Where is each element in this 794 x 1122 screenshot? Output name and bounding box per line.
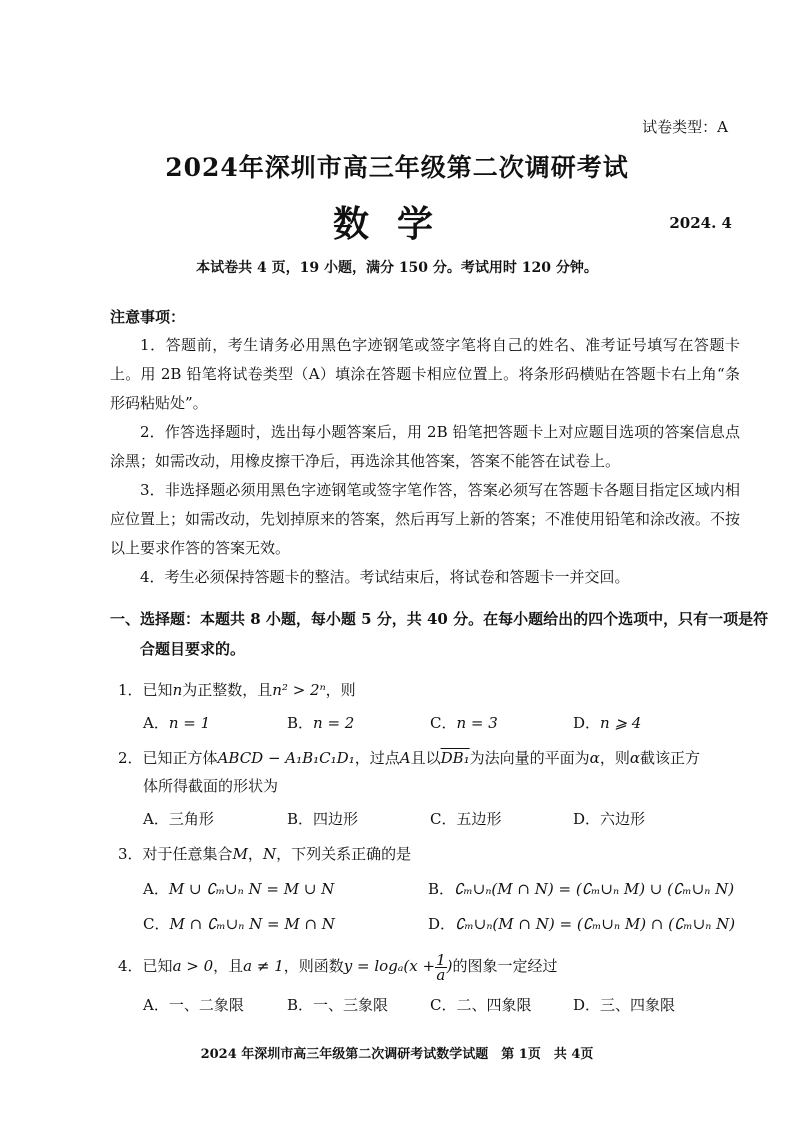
option-text: ∁ₘ∪ₙ(M ∩ N) = (∁ₘ∪ₙ M) ∪ (∁ₘ∪ₙ N) (454, 880, 735, 898)
math-expr: y = logₐ(x + (343, 957, 436, 975)
math-expr: a > 0 (172, 957, 214, 975)
option-text: n = 3 (456, 714, 498, 732)
question-2 (118, 744, 700, 772)
option-2b: B．四边形 (287, 810, 359, 828)
question-text: ，且 (213, 957, 244, 975)
option-4c: C．二、四象限 (430, 996, 532, 1014)
math-expr: ABCD − A₁B₁C₁D₁ (217, 749, 355, 767)
paper-type-label: 试卷类型：A (642, 118, 728, 136)
option-text: ∁ₘ∪ₙ(M ∩ N) = (∁ₘ∪ₙ M) ∩ (∁ₘ∪ₙ N) (455, 915, 736, 933)
math-expr: n² > 2ⁿ (272, 681, 326, 699)
option-3b (428, 878, 734, 899)
option-letter: A． (143, 880, 169, 898)
question-text: ，则函数 (283, 957, 344, 975)
question-3 (118, 840, 411, 868)
vector-expr: DB₁ (440, 749, 470, 767)
option-1c (430, 712, 498, 733)
option-letter: D． (428, 915, 456, 933)
question-number: 4． (118, 957, 143, 975)
question-number: 3． (118, 845, 143, 863)
question-text: ，则 (599, 749, 630, 767)
exam-title: 2024年深圳市高三年级第二次调研考试 (165, 153, 629, 182)
option-4d: D．三、四象限 (573, 996, 676, 1014)
math-expr: A (399, 749, 411, 767)
question-text: 已知正方体 (142, 749, 218, 767)
fraction-numerator: 1 (436, 950, 446, 969)
math-expr: M (232, 845, 248, 863)
option-letter: A． (143, 714, 169, 732)
option-letter: C． (430, 714, 457, 732)
question-text: 的图象一定经过 (452, 957, 558, 975)
option-3c (143, 913, 335, 934)
math-expr: α (629, 749, 640, 767)
option-3a (143, 878, 334, 899)
notice-heading: 注意事项： (110, 308, 186, 326)
notice-item-1: 1．答题前，考生请务必用黑色字迹钢笔或签字笔将自己的姓名、准考证号填写在答题卡上。用 2B 铅笔将试卷类型（A）填涂在答题卡相应位置上。将条形码横贴在答题卡右上角“条形码粘贴处”。 (110, 336, 740, 412)
option-letter: B． (428, 880, 455, 898)
section-heading: 一、选择题：本题共 8 小题，每小题 5 分，共 40 分。在每小题给出的四个选项中，只有一项是符合题目要求的。 (110, 610, 769, 658)
option-text: M ∩ ∁ₘ∪ₙ N = M ∩ N (169, 915, 335, 933)
page-footer: 2024 年深圳市高三年级第二次调研考试数学试题 第 1页 共 4页 (200, 1047, 594, 1062)
question-text: ，过点 (354, 749, 400, 767)
question-text: 为法向量的平面为 (469, 749, 590, 767)
question-text: 已知 (142, 957, 173, 975)
exam-info: 本试卷共 4 页，19 小题，满分 150 分。考试用时 120 分钟。 (196, 260, 598, 276)
option-text: n = 1 (168, 714, 211, 732)
option-2a: A．三角形 (143, 810, 214, 828)
fraction (435, 950, 447, 984)
option-letter: D． (573, 714, 601, 732)
question-text: ， (247, 845, 263, 863)
question-2-line2: 体所得截面的形状为 (143, 777, 279, 795)
fraction-denominator: a (436, 965, 446, 984)
math-expr: n (172, 681, 183, 699)
option-2c: C．五边形 (430, 810, 502, 828)
question-text: 截该正方 (639, 749, 700, 767)
math-expr: ) (446, 957, 453, 975)
question-text: 已知 (142, 681, 173, 699)
question-text: 对于任意集合 (142, 845, 233, 863)
math-expr: a ≠ 1 (243, 957, 284, 975)
exam-date: 2024. 4 (669, 214, 732, 232)
option-1d (573, 712, 641, 733)
option-text: M ∪ ∁ₘ∪ₙ N = M ∪ N (168, 880, 335, 898)
option-text: n ⩾ 4 (600, 714, 642, 732)
option-letter: C． (143, 915, 170, 933)
question-text: ，则 (325, 681, 356, 699)
subject-title: 数学 (332, 203, 461, 245)
question-text: 为正整数，且 (182, 681, 273, 699)
option-letter: B． (287, 714, 314, 732)
option-3d (428, 913, 735, 934)
math-expr: N (262, 845, 277, 863)
option-4a: A．一、二象限 (143, 996, 244, 1014)
option-4b: B．一、三象限 (287, 996, 389, 1014)
question-text: 且以 (410, 749, 441, 767)
notice-item-4: 4．考生必须保持答题卡的整洁。考试结束后，将试卷和答题卡一并交回。 (140, 568, 630, 586)
question-text: ，下列关系正确的是 (276, 845, 412, 863)
option-1a (143, 712, 210, 733)
option-2d: D．六边形 (573, 810, 646, 828)
question-1 (118, 676, 356, 704)
math-expr: α (589, 749, 600, 767)
question-number: 1． (118, 681, 143, 699)
option-1b (287, 712, 354, 733)
notice-item-2: 2．作答选择题时，选出每小题答案后，用 2B 铅笔把答题卡上对应题目选项的答案信息点涂黑；如需改动，用橡皮擦干净后，再选涂其他答案，答案不能答在试卷上。 (110, 423, 740, 470)
option-text: n = 2 (313, 714, 355, 732)
notice-item-3: 3．非选择题必须用黑色字迹钢笔或签字笔作答，答案必须写在答题卡各题目指定区域内相应位置上；如需改动，先划掉原来的答案，然后再写上新的答案；不准使用铅笔和涂改液。不按以上要求作答的答案无效。 (110, 481, 741, 557)
question-number: 2． (118, 749, 143, 767)
question-4 (118, 952, 558, 982)
